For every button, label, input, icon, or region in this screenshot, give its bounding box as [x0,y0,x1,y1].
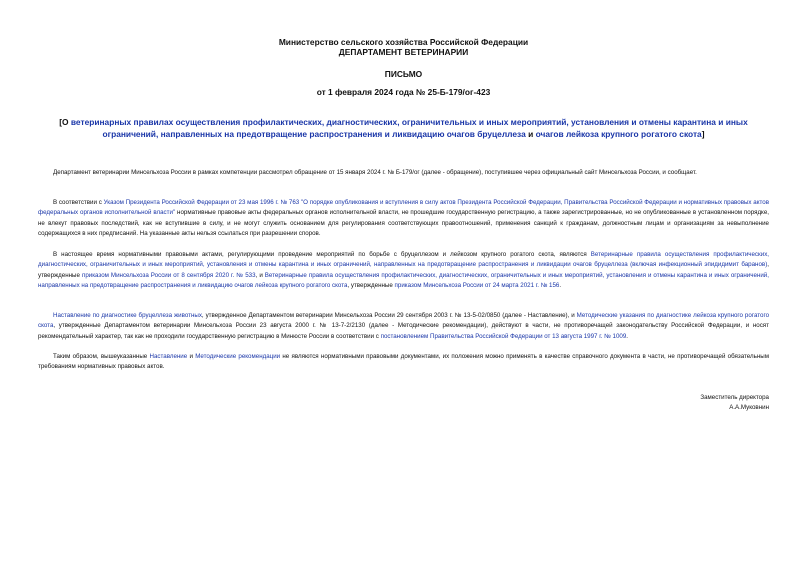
p4-text-2: , утвержденные Департаментом ветеринарии Минсельхоза России 23 августа 2000 г. № 13-7-2/2130 (далее - Методические рекомендации), действуют в части, не противоречащей законодательству Российской Федерации, и носят рекомендательный характер, так как не проходили государственную регистрацию в Минюсте России в соответствии с [38,322,769,340]
paragraph-4 [38,311,769,342]
department-name: ДЕПАРТАМЕНТ ВЕТЕРИНАРИИ [338,47,469,57]
signature-position: Заместитель директора [700,394,769,401]
p3-link-brucellosis-rules[interactable]: Ветеринарные правила осуществления профилактических, диагностических, ограничительных и иных мероприятий, установления и отмены карантина и иных ограничений, направленных на предотвращение распространения и ликвидации очагов бруцеллеза (включая инфекционный эпидидимит баранов) [38,251,770,269]
document-date-number: от 1 февраля 2024 года № 25-Б-179/ог-423 [316,87,491,97]
p3-link-leukosis-rules[interactable]: Ветеринарные правила осуществления профилактических, диагностических, ограничительных и иных мероприятий, установления и отмены карантина и иных ограничений, направленных на предотвращение распространения и ликвидацию очагов лейкоза крупного рогатого скота [38,271,769,290]
p3-text-3: , и [255,271,265,279]
p3-text-4: , утвержденные [347,282,395,290]
p4-text-3: . [626,332,629,340]
p2-link-decree-763[interactable]: Указом Президента Российской Федерации от 23 мая 1996 г. № 763 "О порядке опубликования и вступления в силу актов Президента Российской Федерации, Правительства Российской Федерации и нормативных правовых актов федеральных органов исполнительной власти" [38,199,769,217]
subject-link-leukosis[interactable]: очагов лейкоза крупного рогатого скота [535,129,702,139]
p2-text-2: нормативные правовые акты федеральных органов исполнительной власти, не прошедшие государственную регистрацию, а также зарегистрированные, но не опубликованные в установленном порядке, не влекут правовых последствий, как не вступившие в силу, и не могут служить основанием для регулирования соответствующих правоотношений, применения санкций к гражданам, должностным лицам и организациям за невыполнение содержащихся в них предписаний. На указанные акты нельзя ссылаться при разрешении споров. [38,209,769,238]
subject-open: [О [59,117,71,127]
p5-text-1: Таким образом, вышеуказанные [53,353,150,360]
subject-close: ] [701,129,705,139]
signature-name: А.А.Муковнин [729,404,769,411]
p3-link-order-533[interactable]: приказом Минсельхоза России от 8 сентября 2020 г. № 533 [81,271,256,279]
document-type: ПИСЬМО [384,69,423,79]
subject-link-brucellosis[interactable]: ветеринарных правилах осуществления профилактических, диагностических, ограничительных и иных мероприятий, установления и отмены карантина и иных ограничений, направленных на предотвращение распространения и ликвидацию очагов бруцеллеза [70,117,748,139]
p5-link-guidelines[interactable]: Методические рекомендации [195,353,281,360]
p2-text-1: В соответствии с [53,199,104,206]
p3-link-order-156[interactable]: приказом Минсельхоза России от 24 марта 2021 г. № 156 [394,282,560,290]
p3-text-1: В настоящее время нормативными правовыми актами, регулирующими проведение мероприятий по борьбе с бруцеллезом и лейкозом крупного рогатого скота, являются [53,251,591,258]
paragraph-3 [38,250,769,292]
p3-text-2: , утвержденные [38,261,769,279]
paragraph-2 [38,198,769,240]
paragraph-1 [38,168,769,178]
paragraph-5 [38,352,769,373]
p3-text-5: . [559,282,562,290]
p1-text: Департамент ветеринарии Минсельхоза России в рамках компетенции рассмотрел обращение от 15 января 2024 г. № Б-179/ог (далее - обращение), поступившее через официальный сайт Минсельхоза России, и сообщает. [53,169,697,176]
p5-text-2: и [187,353,196,360]
p4-link-resolution-1009[interactable]: постановлением Правительства Российской Федерации от 13 августа 1997 г. № 1009 [380,332,627,340]
p5-text-3: не являются нормативными правовыми документами, их положения можно применять в качестве справочного документа в части, не противоречащей обязательным требованиям нормативных правовых актов. [38,353,769,371]
p5-link-manual[interactable]: Наставление [149,353,188,360]
p4-link-leukosis-guidelines[interactable]: Методические указания по диагностике лейкоза крупного рогатого скота [38,312,770,330]
ministry-name: Министерство сельского хозяйства Российской Федерации [278,37,529,47]
subject-mid: и [525,129,536,139]
document-subject [38,116,769,140]
p4-link-brucellosis-manual[interactable]: Наставление по диагностике бруцеллеза животных [53,312,202,319]
p4-text-1: , утвержденное Департаментом ветеринарии Минсельхоза России 29 сентября 2003 г. № 13-5-02/0850 (далее - Наставление), и [201,312,577,319]
